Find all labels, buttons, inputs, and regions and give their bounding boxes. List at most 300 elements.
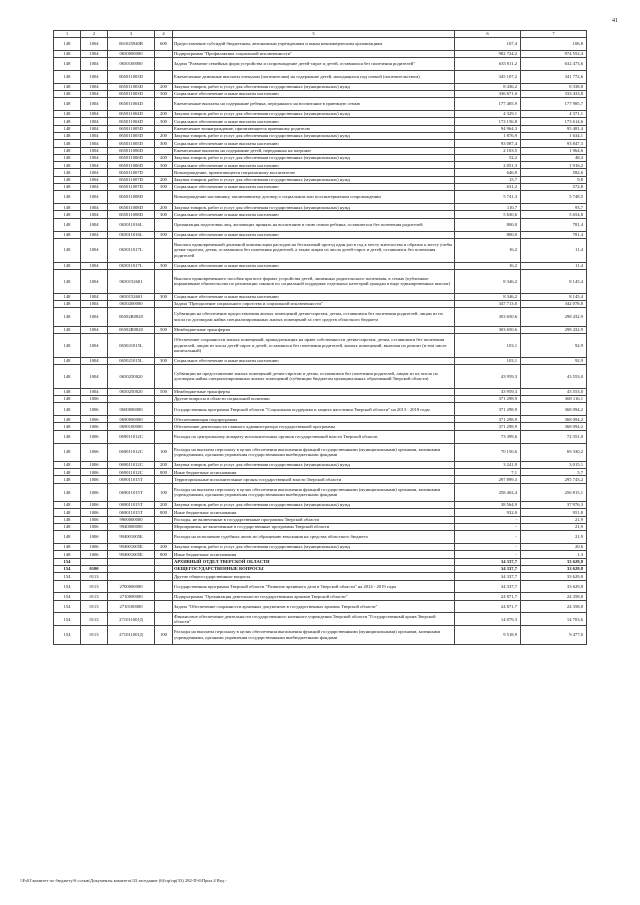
description-cell: Социальное обеспечение и иные выплаты населению [173,211,455,218]
amount-planned-cell: 16,2 [455,238,521,262]
subsection-code-cell: 1004 [81,293,108,300]
description-cell: Межбюджетные трансферты [173,388,455,395]
target-article-cell: 994001005Б [108,544,155,551]
expense-type-cell [155,147,173,154]
section-code-cell: 148 [54,218,81,231]
target-article-cell: 0650200000 [108,301,155,308]
section-code-cell: 148 [54,396,81,403]
table-row [54,551,587,558]
table-row [54,58,587,71]
amount-executed-cell: 21,9 [521,531,587,544]
subsection-code-cell: 1004 [81,184,108,191]
table-row [54,423,587,430]
description-cell: Закупка товаров, работ и услуг для обеспечения государственных (муниципальных) нужд [173,461,455,468]
section-code-cell: 148 [54,154,81,161]
description-cell: Социальное обеспечение и иные выплаты населению [173,262,455,269]
target-article-cell: 065011006D [108,162,155,169]
amount-executed-cell: 5 654,8 [521,211,587,218]
amount-executed-cell: 173 614,6 [521,118,587,125]
table-row [54,476,587,483]
expense-type-cell [155,531,173,544]
subsection-code-cell: 1004 [81,388,108,395]
amount-executed-cell: 341 772,6 [521,70,587,83]
amount-planned-cell: 336 671,0 [455,90,521,97]
target-article-cell: 0650250820 [108,365,155,389]
amount-planned-cell: 371 298,9 [455,403,521,416]
target-article-cell [108,565,155,572]
description-cell: Организация подготовки лиц, желающих принять на воспитание в свою семью ребенка, оставшегося без попечения родителей [173,218,455,231]
subsection-code-cell: 0113 [81,626,108,644]
description-cell: Подпрограмма "Организация деятельности государственных архивов Тверской области" [173,593,455,600]
expense-type-cell: 600 [155,38,173,51]
description-cell: Ежемесячные денежные выплаты опекунам (попечителям) на содержание детей, находящихся под опекой (попечительством) [173,70,455,83]
amount-planned-cell: 371 298,9 [455,396,521,403]
expense-type-cell: 200 [155,204,173,211]
description-cell: АРХИВНЫЙ ОТДЕЛ ТВЕРСКОЙ ОБЛАСТИ [173,558,455,565]
expense-type-cell: 800 [155,469,173,476]
amount-executed-cell: 69 330,2 [521,443,587,461]
table-row [54,262,587,269]
section-code-cell: 148 [54,416,81,423]
subsection-code-cell: 1004 [81,365,108,389]
section-code-cell: 148 [54,333,81,357]
header-cell: 4 [155,31,173,38]
table-row [54,626,587,644]
amount-planned-cell: 38 564,9 [455,502,521,509]
amount-executed-cell: 24 358,8 [521,600,587,613]
header-cell: 2 [81,31,108,38]
description-cell: Закупка товаров, работ и услуг для обеспечения государственных (муниципальных) нужд [173,111,455,118]
section-code-cell: 148 [54,191,81,204]
table-row [54,333,587,357]
subsection-code-cell: 0113 [81,600,108,613]
table-row [54,308,587,326]
table-row [54,357,587,364]
section-code-cell: 148 [54,169,81,176]
section-code-cell: 148 [54,308,81,326]
description-cell: Субвенции на предоставление жилых помещений детям-сиротам и детям, оставшимся без попечения родителей, лицам из их числа по договорам найма специализированных жилых помещений (субвенции бюджетам муниципальных образований Тверской области) [173,365,455,389]
description-cell: Социальное обеспечение и иные выплаты населению [173,293,455,300]
description-cell: Расходы на выплаты персоналу в целях обеспечения выполнения функций государственными (муниципальными) органами, казенными учреждениями, органами управления государственными внебюджетными фондами [173,443,455,461]
table-row [54,238,587,262]
target-article-cell: 065011003D [108,70,155,83]
amount-planned-cell: 297 899,3 [455,476,521,483]
target-article-cell: 069011012C [108,461,155,468]
expense-type-cell: 200 [155,502,173,509]
subsection-code-cell: 1004 [81,70,108,83]
target-article-cell: 2700000000 [108,580,155,593]
table-row [54,600,587,613]
amount-executed-cell: 368 094,2 [521,403,587,416]
subsection-code-cell: 1004 [81,301,108,308]
amount-executed-cell: 177 985,7 [521,98,587,111]
description-cell: Ежемесячное вознаграждение, причитающееся приемному родителю [173,125,455,132]
expenditure-table [53,30,587,645]
subsection-code-cell: 1004 [81,262,108,269]
target-article-cell: 065011004D [108,98,155,111]
expense-type-cell [155,269,173,293]
amount-planned-cell: - [455,551,521,558]
target-article-cell: 065011007D [108,184,155,191]
amount-planned-cell: 15,7 [455,176,521,183]
amount-planned-cell: 9 518,9 [455,626,521,644]
section-code-cell: 148 [54,365,81,389]
description-cell: Подпрограмма "Профилактика социальной исключенности" [173,50,455,57]
target-article-cell: 065011008D [108,211,155,218]
amount-executed-cell: 48,4 [521,154,587,161]
target-article-cell: 0690000000 [108,416,155,423]
subsection-code-cell: 1004 [81,83,108,90]
subsection-code-cell [81,558,108,565]
expense-type-cell [155,565,173,572]
description-cell: Субвенции на обеспечение предоставления жилых помещений детям-сиротам, детям, оставшимся без попечения родителей, лицам из их числа по договорам найма специализированных жилых помещений за счет средств областного бюджета [173,308,455,326]
expense-type-cell: 300 [155,211,173,218]
amount-executed-cell: 11,4 [521,238,587,262]
amount-planned-cell: 800,0 [455,231,521,238]
description-cell: Закупка товаров, работ и услуг для обеспечения государственных (муниципальных) нужд [173,83,455,90]
target-article-cell [108,396,155,403]
target-article-cell: 065011016L [108,231,155,238]
description-cell: Мероприятия, не включенные в государственные программы Тверской области [173,523,455,530]
expense-type-cell: 800 [155,551,173,558]
expense-type-cell: 200 [155,111,173,118]
expense-type-cell: 100 [155,443,173,461]
target-article-cell: 2710000000 [108,593,155,600]
subsection-code-cell: 1004 [81,50,108,57]
description-cell: Социальное обеспечение и иные выплаты населению [173,162,455,169]
target-article-cell: 065011017L [108,238,155,262]
target-article-cell [108,558,155,565]
amount-executed-cell: 106,8 [521,38,587,51]
target-article-cell: 065011006D [108,154,155,161]
subsection-code-cell: 1004 [81,231,108,238]
amount-planned-cell: 52,2 [455,154,521,161]
amount-planned-cell: 303 650,6 [455,308,521,326]
section-code-cell: 148 [54,293,81,300]
amount-executed-cell: 333 433,8 [521,90,587,97]
subsection-code-cell: 0100 [81,565,108,572]
table-row [54,469,587,476]
expense-type-cell: 200 [155,176,173,183]
description-cell: Задача "Обеспечение сохранности архивных документов в государственных архивах Тверской области" [173,600,455,613]
section-code-cell: 148 [54,90,81,97]
section-code-cell: 148 [54,544,81,551]
amount-planned-cell: 34 337,7 [455,580,521,593]
header-cell: 5 [173,31,455,38]
description-cell: Другие общегосударственные вопросы [173,573,455,580]
subsection-code-cell: 0113 [81,573,108,580]
description-cell: Государственная программа Тверской области "Развитие архивного дела в Тверской области" на 2014 - 2019 годы [173,580,455,593]
amount-planned-cell: 43 959,3 [455,388,521,395]
subsection-code-cell: 1006 [81,523,108,530]
table-row [54,98,587,111]
section-code-cell: 148 [54,118,81,125]
section-code-cell: 148 [54,483,81,501]
target-article-cell: 0650152601 [108,293,155,300]
expense-type-cell: 300 [155,184,173,191]
target-article-cell: 271011001Д [108,626,155,644]
description-cell: Социальное обеспечение и иные выплаты населению [173,231,455,238]
description-cell: Ежемесячные выплаты на содержание ребенка, переданного на воспитание в приемную семью [173,98,455,111]
expense-type-cell: 200 [155,154,173,161]
amount-planned-cell: 258 402,4 [455,483,521,501]
target-article-cell: 271011001Д [108,613,155,626]
subsection-code-cell: 1004 [81,357,108,364]
section-code-cell: 148 [54,111,81,118]
amount-executed-cell: 298 432,9 [521,326,587,333]
amount-planned-cell: 177 485,9 [455,98,521,111]
subsection-code-cell: 1006 [81,509,108,516]
amount-executed-cell: 781,4 [521,218,587,231]
amount-planned-cell: 43 959,3 [455,365,521,389]
table-row [54,326,587,333]
expense-type-cell [155,218,173,231]
table-row [54,70,587,83]
header-cell: 1 [54,31,81,38]
amount-planned-cell: 110,7 [455,204,521,211]
amount-executed-cell: 33 629,8 [521,573,587,580]
table-row [54,169,587,176]
target-article-cell: 0650152601 [108,269,155,293]
target-article-cell: 065011003D [108,83,155,90]
subsection-code-cell: 1004 [81,176,108,183]
description-cell: Расходы на выплаты персоналу в целях обеспечения выполнения функций государственными (муниципальными) органами, казенными учреждениями, органами управления государственными внебюджетными фондами [173,483,455,501]
expense-type-cell [155,593,173,600]
description-cell: Задача "Развитие семейных форм устройства и сопровождение детей-сирот и детей, оставшихся без попечения родителей" [173,58,455,71]
section-code-cell: 148 [54,469,81,476]
expense-type-cell: 500 [155,326,173,333]
subsection-code-cell: 1006 [81,483,108,501]
target-article-cell: 065011007D [108,169,155,176]
description-cell: Выплата единовременной денежной компенсации расходов на бесплатный проезд один раз в год к месту жительства и обратно к месту учебы детям-сиротам, детям, оставшимся без попечения родителей, а также лицам из числа детей-сирот и детей, оставшихся без попечения родителей [173,238,455,262]
subsection-code-cell: 1004 [81,333,108,357]
expense-type-cell: 200 [155,544,173,551]
expense-type-cell [155,301,173,308]
description-cell: Закупка товаров, работ и услуг для обеспечения государственных (муниципальных) нужд [173,132,455,139]
section-code-cell: 154 [54,626,81,644]
section-code-cell: 148 [54,551,81,558]
section-code-cell: 148 [54,50,81,57]
expense-type-cell: 300 [155,293,173,300]
expense-type-cell: 800 [155,509,173,516]
amount-planned-cell: 2 051,3 [455,162,521,169]
description-cell: Расходы на выплаты персоналу в целях обеспечения выполнения функций государственными (муниципальными) органами, казенными учреждениями, органами управления государственными внебюджетными фондами [173,626,455,644]
description-cell: Закупка товаров, работ и услуг для обеспечения государственных (муниципальных) нужд [173,204,455,211]
target-article-cell: 065011005D [108,132,155,139]
target-article-cell: 069011015T [108,476,155,483]
section-code-cell: 154 [54,593,81,600]
section-code-cell: 148 [54,423,81,430]
subsection-code-cell: 1004 [81,38,108,51]
target-article-cell: 069011015T [108,483,155,501]
description-cell: Расходы по центральному аппарату исполнительных органов государственной власти Тверской области [173,430,455,443]
amount-executed-cell: 5 748,5 [521,191,587,204]
amount-planned-cell: 16,2 [455,262,521,269]
amount-executed-cell: 632 473,6 [521,58,587,71]
subsection-code-cell: 1006 [81,469,108,476]
subsection-code-cell: 1004 [81,169,108,176]
subsection-code-cell: 1006 [81,502,108,509]
target-article-cell: 065011003D [108,90,155,97]
target-article-cell: 069011015T [108,502,155,509]
header-cell: 7 [521,31,587,38]
expense-type-cell: 300 [155,262,173,269]
section-code-cell: 148 [54,204,81,211]
amount-executed-cell: 37 976,3 [521,502,587,509]
amount-planned-cell: 631,2 [455,184,521,191]
amount-planned-cell: 73 399,6 [455,430,521,443]
amount-executed-cell: 1 916,2 [521,162,587,169]
amount-planned-cell: 103,1 [455,333,521,357]
target-article-cell: 2710100000 [108,600,155,613]
amount-planned-cell: 932,0 [455,509,521,516]
subsection-code-cell: 1004 [81,308,108,326]
table-row [54,502,587,509]
table-row [54,140,587,147]
amount-planned-cell: 24 871,7 [455,600,521,613]
description-cell: Государственная программа Тверской области "Социальная поддержка и защита населения Тверской области" на 2013 - 2018 годы [173,403,455,416]
target-article-cell: 0650000000 [108,50,155,57]
amount-executed-cell: 572,8 [521,184,587,191]
table-row [54,416,587,423]
amount-executed-cell: 9 477,0 [521,626,587,644]
amount-planned-cell: - [455,523,521,530]
table-row [54,544,587,551]
table-row [54,509,587,516]
expense-type-cell: 100 [155,626,173,644]
target-article-cell: 994001005Б [108,531,155,544]
table-row [54,613,587,626]
amount-executed-cell: 256 815,1 [521,483,587,501]
description-cell: Иные бюджетные ассигнования [173,551,455,558]
description-cell: Социальное обеспечение и иные выплаты населению [173,90,455,97]
amount-executed-cell: 582,6 [521,169,587,176]
subsection-code-cell: 1004 [81,147,108,154]
subsection-code-cell: 1006 [81,423,108,430]
expense-type-cell: 200 [155,83,173,90]
description-cell: Обеспечивающая подпрограмма [173,416,455,423]
table-row [54,90,587,97]
target-article-cell: 069011012C [108,469,155,476]
amount-planned-cell: 7,1 [455,469,521,476]
expense-type-cell [155,58,173,71]
subsection-code-cell: 1004 [81,125,108,132]
expense-type-cell [155,50,173,57]
target-article-cell: 065011007D [108,176,155,183]
amount-planned-cell: 93 087,4 [455,140,521,147]
target-article-cell: 9940000000 [108,523,155,530]
target-article-cell: 9900000000 [108,516,155,523]
target-article-cell: 994001005Б [108,551,155,558]
expense-type-cell [155,125,173,132]
table-row [54,211,587,218]
subsection-code-cell: 1004 [81,269,108,293]
table-row [54,301,587,308]
description-cell: Территориальные исполнительные органы государственной власти Тверской области [173,476,455,483]
table-row [54,125,587,132]
amount-planned-cell: 34 337,7 [455,565,521,572]
target-article-cell: 065011008D [108,191,155,204]
amount-executed-cell: 3 015,1 [521,461,587,468]
section-code-cell: 148 [54,502,81,509]
expense-type-cell [155,516,173,523]
description-cell: Закупка товаров, работ и услуг для обеспечения государственных (муниципальных) нужд [173,502,455,509]
subsection-code-cell: 1006 [81,430,108,443]
subsection-code-cell: 1006 [81,396,108,403]
amount-planned-cell: 24 871,7 [455,593,521,600]
subsection-code-cell: 1006 [81,443,108,461]
header-cell: 3 [108,31,155,38]
section-code-cell: 148 [54,162,81,169]
description-cell: Вознаграждение наставнику, заключившему договор о социальном или постинтернатном сопровождении [173,191,455,204]
table-row [54,191,587,204]
amount-planned-cell: - [455,531,521,544]
subsection-code-cell: 1004 [81,132,108,139]
description-cell: Межбюджетные трансферты [173,326,455,333]
description-cell: ОБЩЕГОСУДАРСТВЕННЫЕ ВОПРОСЫ [173,565,455,572]
section-code-cell: 148 [54,231,81,238]
target-article-cell: 065011006D [108,147,155,154]
amount-executed-cell: 295 743,2 [521,476,587,483]
section-code-cell: 154 [54,558,81,565]
table-row [54,50,587,57]
amount-planned-cell: - [455,544,521,551]
subsection-code-cell: 1006 [81,416,108,423]
table-row [54,162,587,169]
target-article-cell: 065021015L [108,357,155,364]
expense-type-cell: 300 [155,140,173,147]
table-row [54,523,587,530]
expense-type-cell: 300 [155,90,173,97]
amount-executed-cell: 95 481,4 [521,125,587,132]
amount-planned-cell: 371 298,9 [455,423,521,430]
target-article-cell [108,573,155,580]
table-row [54,154,587,161]
description-cell: Другие вопросы в области социальной политики [173,396,455,403]
section-code-cell: 148 [54,125,81,132]
description-cell: Закупка товаров, работ и услуг для обеспечения государственных (муниципальных) нужд [173,544,455,551]
description-cell: Предоставление субсидий бюджетным, автономным учреждениям и иным некоммерческим организациям [173,38,455,51]
amount-executed-cell: 93 847,3 [521,140,587,147]
expense-type-cell [155,600,173,613]
table-row [54,269,587,293]
section-code-cell: 148 [54,326,81,333]
expense-type-cell [155,580,173,593]
amount-planned-cell: 4 329,1 [455,111,521,118]
table-row [54,184,587,191]
section-code-cell: 148 [54,38,81,51]
table-row [54,231,587,238]
amount-executed-cell: 92,9 [521,333,587,357]
amount-executed-cell: 368 094,2 [521,416,587,423]
section-code-cell: 148 [54,83,81,90]
description-cell: Ежемесячные выплаты на содержание детей, переданных на патронат [173,147,455,154]
amount-executed-cell: 781,4 [521,231,587,238]
expense-type-cell [155,98,173,111]
amount-executed-cell: 1 964,6 [521,147,587,154]
table-row [54,38,587,51]
subsection-code-cell: 1006 [81,531,108,544]
table-row [54,147,587,154]
amount-planned-cell: 3 241,9 [455,461,521,468]
target-article-cell: 065011005D [108,125,155,132]
target-article-cell: 065011017L [108,262,155,269]
section-code-cell: 148 [54,443,81,461]
subsection-code-cell: 1004 [81,191,108,204]
amount-planned-cell: 1 876,9 [455,132,521,139]
table-row [54,218,587,231]
amount-planned-cell: 107,4 [455,38,521,51]
